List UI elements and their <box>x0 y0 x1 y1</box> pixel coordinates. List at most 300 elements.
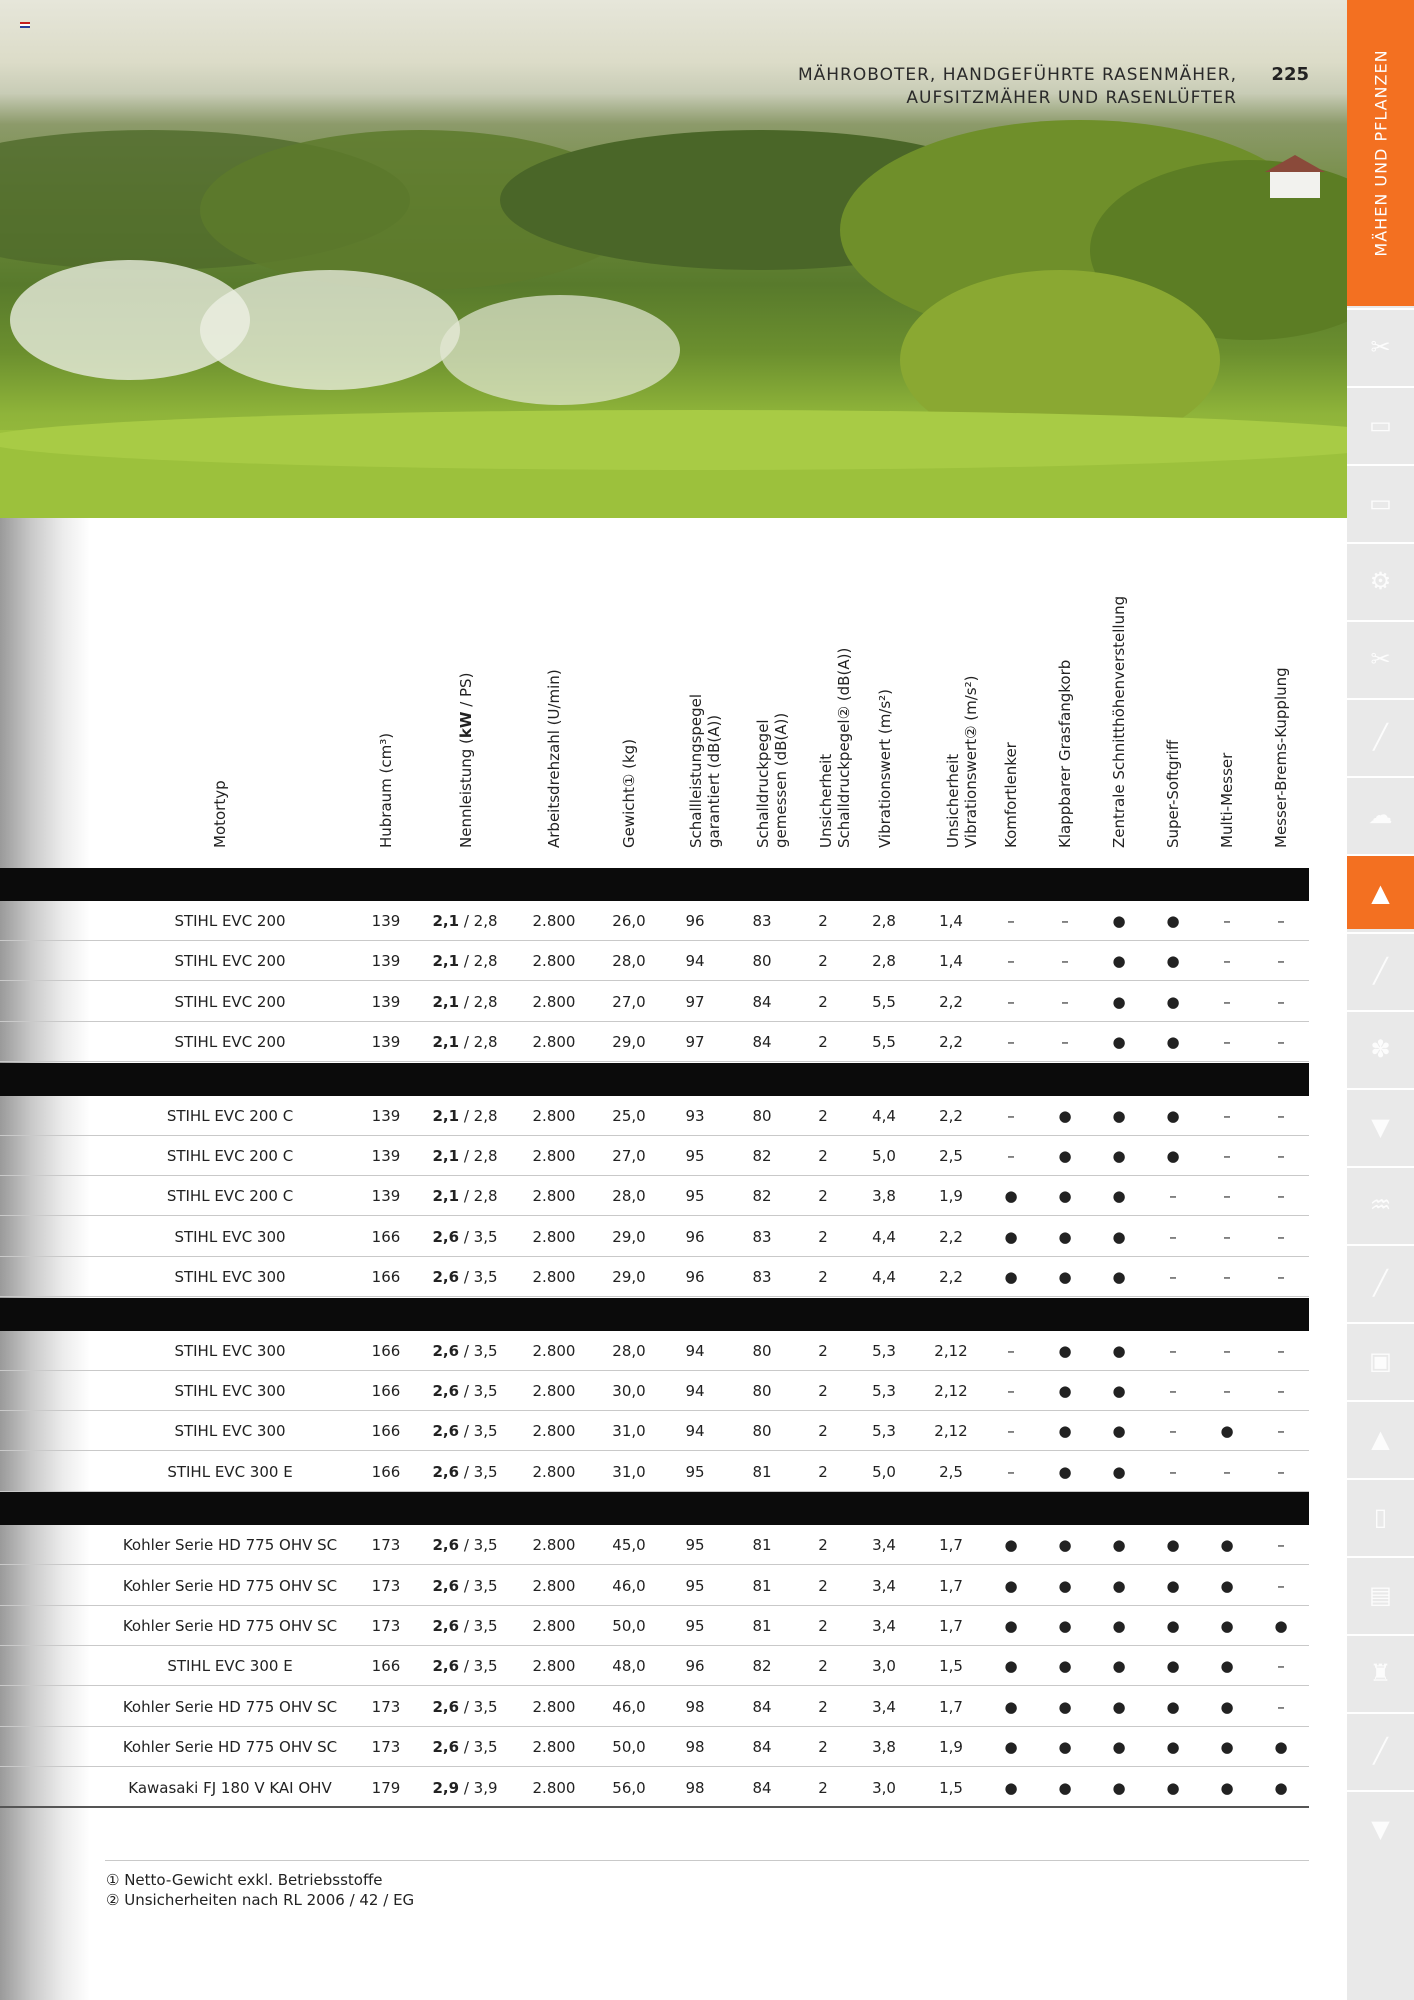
cell-kw-value: 2,6 <box>432 1422 460 1441</box>
cell-multimesser: – <box>1223 1227 1231 1246</box>
cell-nennleistung <box>420 1257 510 1297</box>
cell-softgriff: – <box>1169 1187 1177 1206</box>
cell-gewicht: 28,0 <box>612 1341 646 1360</box>
cell-kw-value: 2,1 <box>432 952 460 971</box>
cell-grasfangkorb: ● <box>1058 1147 1072 1165</box>
cell-komfortlenker: – <box>1007 1341 1015 1360</box>
cell-kw-value: 2,6 <box>432 1657 460 1676</box>
col-unsicherheit-vibration-l1: Unsicherheit <box>944 753 962 848</box>
cell-multimesser: – <box>1223 992 1231 1011</box>
col-schallleistung <box>685 560 725 848</box>
cell-grasfangkorb: ● <box>1058 1738 1072 1757</box>
cell-vibration: 3,4 <box>872 1536 896 1555</box>
cell-komfortlenker: – <box>1007 912 1015 930</box>
col-vibration <box>865 560 905 848</box>
cell-nennleistung <box>420 1768 510 1808</box>
cell-multimesser: – <box>1223 1382 1231 1400</box>
cell-hubraum: 139 <box>371 952 401 971</box>
col-schalldruck-label <box>754 713 790 848</box>
cell-komfortlenker: ● <box>1004 1697 1018 1716</box>
cell-ps-value: / 3,5 <box>459 1657 498 1676</box>
cell-schnitthoehe: ● <box>1112 1106 1126 1125</box>
cell-grasfangkorb: ● <box>1058 1268 1072 1287</box>
table-row <box>0 941 1309 981</box>
cell-grasfangkorb: ● <box>1058 1422 1072 1441</box>
cell-multimesser: ● <box>1220 1422 1234 1441</box>
cell-kw-value: 2,6 <box>432 1536 460 1555</box>
cell-schalldruck: 80 <box>752 1382 772 1400</box>
cell-hubraum: 166 <box>371 1268 401 1287</box>
cell-nennleistung <box>420 1566 510 1606</box>
cell-drehzahl: 2.800 <box>532 1778 576 1797</box>
tshirt-icon[interactable] <box>1347 1790 1414 1865</box>
cell-kupplung: – <box>1277 1536 1285 1555</box>
cell-komfortlenker: – <box>1007 992 1015 1011</box>
cell-schallleistung: 98 <box>685 1697 705 1716</box>
cell-schalldruck: 84 <box>752 1697 772 1716</box>
cell-schnitthoehe: ● <box>1112 1422 1126 1441</box>
cell-schalldruck: 84 <box>752 1033 772 1052</box>
auger-icon[interactable] <box>1347 1088 1414 1163</box>
cell-drehzahl: 2.800 <box>532 1617 576 1635</box>
cell-gewicht: 28,0 <box>612 1187 646 1206</box>
cell-softgriff: ● <box>1166 1738 1180 1757</box>
col-kupplung-label: Messer-Brems-Kupplung <box>1272 667 1290 848</box>
cell-gewicht: 26,0 <box>612 912 646 930</box>
col-gewicht <box>609 560 649 848</box>
cell-schnitthoehe: ● <box>1112 1617 1126 1635</box>
cell-hubraum: 166 <box>371 1382 401 1400</box>
tiller-icon-glyph: ✽ <box>1370 1034 1391 1063</box>
cell-komfortlenker: ● <box>1004 1576 1018 1595</box>
cell-softgriff: – <box>1169 1382 1177 1400</box>
cell-nennleistung <box>420 1096 510 1136</box>
col-drehzahl-label: Arbeitsdrehzahl (U/min) <box>545 669 563 848</box>
cell-unsicherheit-vibration: 1,5 <box>939 1778 963 1797</box>
cell-kupplung: – <box>1277 1187 1285 1206</box>
cell-schallleistung: 95 <box>685 1187 705 1206</box>
cell-komfortlenker: ● <box>1004 1268 1018 1287</box>
cell-schalldruck: 80 <box>752 1106 772 1125</box>
cell-hubraum: 173 <box>371 1536 401 1555</box>
cell-hubraum: 139 <box>371 992 401 1011</box>
cell-vibration: 4,4 <box>872 1268 896 1287</box>
cell-nennleistung <box>420 1331 510 1371</box>
table-row <box>0 1525 1309 1565</box>
cell-softgriff: ● <box>1166 992 1180 1011</box>
col-schallleistung-l1: Schallleistungspegel <box>687 693 705 848</box>
cell-motortyp: Kohler Serie HD 775 OHV SC <box>122 1617 338 1635</box>
cell-kupplung: – <box>1277 1268 1285 1287</box>
cell-drehzahl: 2.800 <box>532 1187 576 1206</box>
cell-schalldruck: 80 <box>752 1422 772 1441</box>
cell-hubraum: 166 <box>371 1422 401 1441</box>
cell-nennleistung <box>420 941 510 981</box>
cell-gewicht: 50,0 <box>612 1617 646 1635</box>
cell-schallleistung: 96 <box>685 1268 705 1287</box>
cell-grasfangkorb: – <box>1061 992 1069 1011</box>
cell-vibration: 3,0 <box>872 1657 896 1676</box>
col-softgriff <box>1153 560 1193 848</box>
col-unsicherheit-schall-l1: Unsicherheit <box>817 753 835 848</box>
shredder-icon-glyph: ▣ <box>1369 1346 1392 1375</box>
col-grasfangkorb <box>1045 560 1085 848</box>
cell-schnitthoehe: ● <box>1112 1227 1126 1246</box>
cell-softgriff: ● <box>1166 1697 1180 1716</box>
sidebar-section-tab[interactable] <box>1347 0 1414 306</box>
cell-motortyp: STIHL EVC 300 <box>174 1382 286 1400</box>
cell-gewicht: 27,0 <box>612 1147 646 1165</box>
cell-komfortlenker: ● <box>1004 1187 1018 1206</box>
cell-unsicherheit-vibration: 2,12 <box>934 1382 968 1400</box>
cell-kupplung: – <box>1277 1697 1285 1716</box>
col-vibration-label: Vibrationswert (m/s²) <box>876 688 894 848</box>
cell-multimesser: – <box>1223 1268 1231 1287</box>
cell-ps-value: / 3,5 <box>459 1382 498 1400</box>
cell-kupplung: – <box>1277 1227 1285 1246</box>
cell-kupplung: ● <box>1274 1617 1288 1635</box>
cell-motortyp: STIHL EVC 300 <box>174 1341 286 1360</box>
cell-schallleistung: 95 <box>685 1536 705 1555</box>
category-sidebar <box>1347 0 1414 2000</box>
cell-vibration: 5,5 <box>872 1033 896 1052</box>
table-row <box>0 1176 1309 1216</box>
col-multimesser <box>1207 560 1247 848</box>
cell-gewicht: 31,0 <box>612 1422 646 1441</box>
cell-motortyp: STIHL EVC 300 <box>174 1227 286 1246</box>
cell-ps-value: / 3,5 <box>459 1422 498 1441</box>
cell-ps-value: / 3,5 <box>459 1341 498 1360</box>
cell-drehzahl: 2.800 <box>532 1268 576 1287</box>
cell-softgriff: ● <box>1166 1536 1180 1555</box>
cell-ps-value: / 3,9 <box>459 1778 498 1797</box>
cell-gewicht: 29,0 <box>612 1268 646 1287</box>
trimmer-icon[interactable] <box>1347 932 1414 1007</box>
cell-kupplung: – <box>1277 1462 1285 1481</box>
tiller-icon[interactable] <box>1347 1010 1414 1085</box>
table-row <box>0 1646 1309 1686</box>
cell-hubraum: 166 <box>371 1227 401 1246</box>
cell-motortyp: STIHL EVC 200 C <box>166 1147 294 1165</box>
cell-komfortlenker: – <box>1007 1106 1015 1125</box>
cell-grasfangkorb: ● <box>1058 1657 1072 1676</box>
col-komfortlenker <box>991 560 1031 848</box>
cell-kw-value: 2,9 <box>432 1778 460 1797</box>
cell-schalldruck: 82 <box>752 1187 772 1206</box>
section-title <box>798 64 1237 110</box>
cell-multimesser: ● <box>1220 1778 1234 1797</box>
cell-schalldruck: 83 <box>752 1268 772 1287</box>
cell-schallleistung: 95 <box>685 1462 705 1481</box>
battery-icon-glyph: ▭ <box>1369 410 1392 439</box>
group-header-bar <box>0 1298 1309 1331</box>
cell-unsicherheit-vibration: 2,12 <box>934 1341 968 1360</box>
cell-unsicherheit-vibration: 2,2 <box>939 1268 963 1287</box>
cell-hubraum: 139 <box>371 1033 401 1052</box>
brushcutter-icon-glyph: ╱ <box>1373 722 1388 751</box>
cell-gewicht: 46,0 <box>612 1576 646 1595</box>
cell-drehzahl: 2.800 <box>532 1227 576 1246</box>
cell-komfortlenker: ● <box>1004 1738 1018 1757</box>
cell-hubraum: 179 <box>371 1778 401 1797</box>
cell-ps-value: / 3,5 <box>459 1617 498 1635</box>
cell-grasfangkorb: ● <box>1058 1462 1072 1481</box>
cell-unsicherheit-schall: 2 <box>818 1617 828 1635</box>
cell-hubraum: 173 <box>371 1697 401 1716</box>
battery-icon[interactable] <box>1347 464 1414 539</box>
cell-schalldruck: 82 <box>752 1657 772 1676</box>
cell-komfortlenker: – <box>1007 1462 1015 1481</box>
col-nennleistung-prefix: Nennleistung ( <box>457 738 475 848</box>
jacket-icon[interactable] <box>1347 1634 1414 1709</box>
cell-komfortlenker: ● <box>1004 1778 1018 1797</box>
cell-ps-value: / 3,5 <box>459 1576 498 1595</box>
cell-komfortlenker: ● <box>1004 1536 1018 1555</box>
table-row <box>0 1566 1309 1606</box>
cell-schalldruck: 84 <box>752 992 772 1011</box>
hedge-trimmer-icon-glyph: ✂ <box>1370 644 1391 673</box>
cell-unsicherheit-schall: 2 <box>818 1738 828 1757</box>
cell-motortyp: STIHL EVC 300 E <box>167 1657 293 1676</box>
cell-softgriff: – <box>1169 1462 1177 1481</box>
cell-schallleistung: 95 <box>685 1617 705 1635</box>
cell-nennleistung <box>420 1727 510 1767</box>
cell-unsicherheit-schall: 2 <box>818 1268 828 1287</box>
manual-icon[interactable] <box>1347 1556 1414 1631</box>
table-row <box>0 1331 1309 1371</box>
cell-unsicherheit-vibration: 1,9 <box>939 1187 963 1206</box>
cell-gewicht: 29,0 <box>612 1227 646 1246</box>
cell-grasfangkorb: – <box>1061 1033 1069 1052</box>
cell-komfortlenker: ● <box>1004 1657 1018 1676</box>
cell-drehzahl: 2.800 <box>532 1657 576 1676</box>
col-gewicht-label: Gewicht① (kg) <box>620 738 638 848</box>
auger-icon-glyph: ▼ <box>1371 1112 1390 1141</box>
cell-unsicherheit-schall: 2 <box>818 1106 828 1125</box>
cell-unsicherheit-schall: 2 <box>818 1778 828 1797</box>
cell-gewicht: 46,0 <box>612 1697 646 1716</box>
hedge-trimmer-icon[interactable] <box>1347 620 1414 695</box>
cell-schallleistung: 94 <box>685 1382 705 1400</box>
smartphone-icon[interactable] <box>1347 1478 1414 1553</box>
cell-drehzahl: 2.800 <box>532 1341 576 1360</box>
cell-unsicherheit-schall: 2 <box>818 1697 828 1716</box>
cell-schalldruck: 82 <box>752 1147 772 1165</box>
chainsaw-icon[interactable] <box>1347 542 1414 617</box>
cell-grasfangkorb: ● <box>1058 1382 1072 1400</box>
cell-vibration: 2,8 <box>872 952 896 971</box>
cell-vibration: 2,8 <box>872 912 896 930</box>
cell-drehzahl: 2.800 <box>532 1033 576 1052</box>
cell-unsicherheit-schall: 2 <box>818 1536 828 1555</box>
cell-kupplung: ● <box>1274 1778 1288 1797</box>
cell-multimesser: – <box>1223 952 1231 971</box>
cell-schnitthoehe: ● <box>1112 1697 1126 1716</box>
cell-multimesser: ● <box>1220 1617 1234 1635</box>
cell-motortyp: STIHL EVC 200 C <box>166 1187 294 1206</box>
cell-ps-value: / 2,8 <box>459 992 498 1011</box>
cell-hubraum: 173 <box>371 1617 401 1635</box>
cell-multimesser: ● <box>1220 1536 1234 1555</box>
col-nennleistung-suffix: / PS) <box>457 672 475 712</box>
sprayer-icon-glyph: ♒ <box>1369 1190 1392 1219</box>
cell-unsicherheit-schall: 2 <box>818 992 828 1011</box>
cell-softgriff: – <box>1169 1227 1177 1246</box>
cell-unsicherheit-vibration: 1,7 <box>939 1576 963 1595</box>
cell-kw-value: 2,6 <box>432 1697 460 1716</box>
cell-kw-value: 2,6 <box>432 1227 460 1246</box>
table-row <box>0 1136 1309 1176</box>
sidebar-section-label: MÄHEN UND PFLANZEN <box>1371 49 1390 257</box>
cell-motortyp: Kawasaki FJ 180 V KAI OHV <box>128 1778 332 1797</box>
cell-kupplung: – <box>1277 992 1285 1011</box>
cell-multimesser: ● <box>1220 1576 1234 1595</box>
cell-schallleistung: 94 <box>685 1341 705 1360</box>
cell-hubraum: 173 <box>371 1738 401 1757</box>
cell-motortyp: STIHL EVC 200 <box>174 1033 286 1052</box>
cell-schnitthoehe: ● <box>1112 1778 1126 1797</box>
pole-pruner-icon[interactable] <box>1347 1244 1414 1319</box>
cell-schnitthoehe: ● <box>1112 1738 1126 1757</box>
sprayer-icon[interactable] <box>1347 1166 1414 1241</box>
cell-schnitthoehe: ● <box>1112 1147 1126 1165</box>
cell-kw-value: 2,6 <box>432 1341 460 1360</box>
cell-nennleistung <box>420 901 510 941</box>
col-schallleistung-l2: garantiert (dB(A)) <box>705 714 723 848</box>
cell-schallleistung: 96 <box>685 1227 705 1246</box>
cell-unsicherheit-vibration: 2,12 <box>934 1422 968 1441</box>
cell-schallleistung: 96 <box>685 1657 705 1676</box>
cell-kupplung: – <box>1277 952 1285 971</box>
col-nennleistung-label <box>457 673 475 848</box>
axe-icon[interactable] <box>1347 1712 1414 1787</box>
footnote-1: ① Netto-Gewicht exkl. Betriebsstoffe <box>106 1871 383 1889</box>
cell-grasfangkorb: ● <box>1058 1187 1072 1206</box>
cell-grasfangkorb: ● <box>1058 1576 1072 1595</box>
cell-kw-value: 2,6 <box>432 1382 460 1400</box>
cell-multimesser: – <box>1223 1187 1231 1206</box>
blower-icon[interactable] <box>1347 776 1414 851</box>
cell-unsicherheit-schall: 2 <box>818 1382 828 1400</box>
cell-schalldruck: 83 <box>752 912 772 930</box>
cell-nennleistung <box>420 1452 510 1492</box>
table-row <box>0 1022 1309 1062</box>
cell-motortyp: STIHL EVC 200 <box>174 952 286 971</box>
cell-ps-value: / 2,8 <box>459 912 498 930</box>
cell-vibration: 5,3 <box>872 1422 896 1441</box>
cell-hubraum: 139 <box>371 1147 401 1165</box>
cell-kw-value: 2,1 <box>432 1187 460 1206</box>
cell-vibration: 3,4 <box>872 1576 896 1595</box>
cell-drehzahl: 2.800 <box>532 1576 576 1595</box>
cell-schalldruck: 81 <box>752 1536 772 1555</box>
cell-kupplung: – <box>1277 1033 1285 1052</box>
cell-schallleistung: 95 <box>685 1576 705 1595</box>
brushcutter-icon[interactable] <box>1347 698 1414 773</box>
cell-unsicherheit-schall: 2 <box>818 912 828 930</box>
col-motortyp-label: Motortyp <box>211 780 229 848</box>
cell-softgriff: – <box>1169 1268 1177 1287</box>
col-hubraum <box>366 560 406 848</box>
trimmer-icon-glyph: ╱ <box>1373 956 1388 985</box>
cell-schnitthoehe: ● <box>1112 1341 1126 1360</box>
cell-ps-value: / 2,8 <box>459 1187 498 1206</box>
table-row <box>0 1687 1309 1727</box>
cell-vibration: 4,4 <box>872 1227 896 1246</box>
cell-unsicherheit-schall: 2 <box>818 1422 828 1441</box>
cell-multimesser: ● <box>1220 1697 1234 1716</box>
cell-gewicht: 30,0 <box>612 1382 646 1400</box>
cell-grasfangkorb: – <box>1061 912 1069 930</box>
lawn-mower-icon[interactable] <box>1347 854 1414 929</box>
cell-unsicherheit-schall: 2 <box>818 1657 828 1676</box>
cell-motortyp: STIHL EVC 200 C <box>166 1106 294 1125</box>
cell-komfortlenker: – <box>1007 1382 1015 1400</box>
cell-nennleistung <box>420 1687 510 1727</box>
cell-vibration: 3,0 <box>872 1778 896 1797</box>
cell-schalldruck: 84 <box>752 1738 772 1757</box>
cell-softgriff: ● <box>1166 912 1180 930</box>
cell-ps-value: / 2,8 <box>459 1033 498 1052</box>
cell-hubraum: 173 <box>371 1576 401 1595</box>
cell-softgriff: ● <box>1166 1778 1180 1797</box>
cell-softgriff: ● <box>1166 1147 1180 1165</box>
jacket-icon-glyph: ♜ <box>1369 1658 1392 1687</box>
tools-icon[interactable] <box>1347 308 1414 383</box>
cell-ps-value: / 3,5 <box>459 1536 498 1555</box>
battery-icon[interactable] <box>1347 386 1414 461</box>
cell-motortyp: STIHL EVC 200 <box>174 992 286 1011</box>
cell-unsicherheit-vibration: 1,7 <box>939 1617 963 1635</box>
cell-vibration: 5,0 <box>872 1147 896 1165</box>
col-unsicherheit-vibration-l2: Vibrationswert② (m/s²) <box>962 675 980 848</box>
scarifier-icon[interactable] <box>1347 1400 1414 1475</box>
cell-kw-value: 2,1 <box>432 1033 460 1052</box>
cell-nennleistung <box>420 1136 510 1176</box>
table-row <box>0 1452 1309 1492</box>
cell-nennleistung <box>420 1176 510 1216</box>
cell-kw-value: 2,6 <box>432 1462 460 1481</box>
cell-kw-value: 2,6 <box>432 1617 460 1635</box>
cell-ps-value: / 3,5 <box>459 1227 498 1246</box>
cell-schallleistung: 97 <box>685 992 705 1011</box>
cell-schallleistung: 94 <box>685 952 705 971</box>
cell-vibration: 3,8 <box>872 1187 896 1206</box>
table-row <box>0 1768 1309 1808</box>
cell-vibration: 5,3 <box>872 1382 896 1400</box>
cell-drehzahl: 2.800 <box>532 912 576 930</box>
page-number: 225 <box>1271 64 1309 85</box>
cell-vibration: 5,0 <box>872 1462 896 1481</box>
col-grasfangkorb-label: Klappbarer Grasfangkorb <box>1056 659 1074 848</box>
cell-motortyp: STIHL EVC 300 <box>174 1422 286 1441</box>
cell-schallleistung: 97 <box>685 1033 705 1052</box>
shredder-icon[interactable] <box>1347 1322 1414 1397</box>
smartphone-icon-glyph: ▯ <box>1373 1502 1388 1531</box>
cell-drehzahl: 2.800 <box>532 1422 576 1441</box>
cell-multimesser: – <box>1223 1462 1231 1481</box>
cell-multimesser: – <box>1223 1106 1231 1125</box>
group-header-bar <box>0 1492 1309 1525</box>
cell-schnitthoehe: ● <box>1112 1657 1126 1676</box>
cell-schnitthoehe: ● <box>1112 992 1126 1011</box>
col-hubraum-label: Hubraum (cm³) <box>377 732 395 848</box>
footnote-2: ② Unsicherheiten nach RL 2006 / 42 / EG <box>106 1891 415 1909</box>
cell-unsicherheit-vibration: 2,2 <box>939 992 963 1011</box>
cell-unsicherheit-vibration: 2,5 <box>939 1147 963 1165</box>
cell-schallleistung: 98 <box>685 1778 705 1797</box>
cell-motortyp: STIHL EVC 200 <box>174 912 286 930</box>
